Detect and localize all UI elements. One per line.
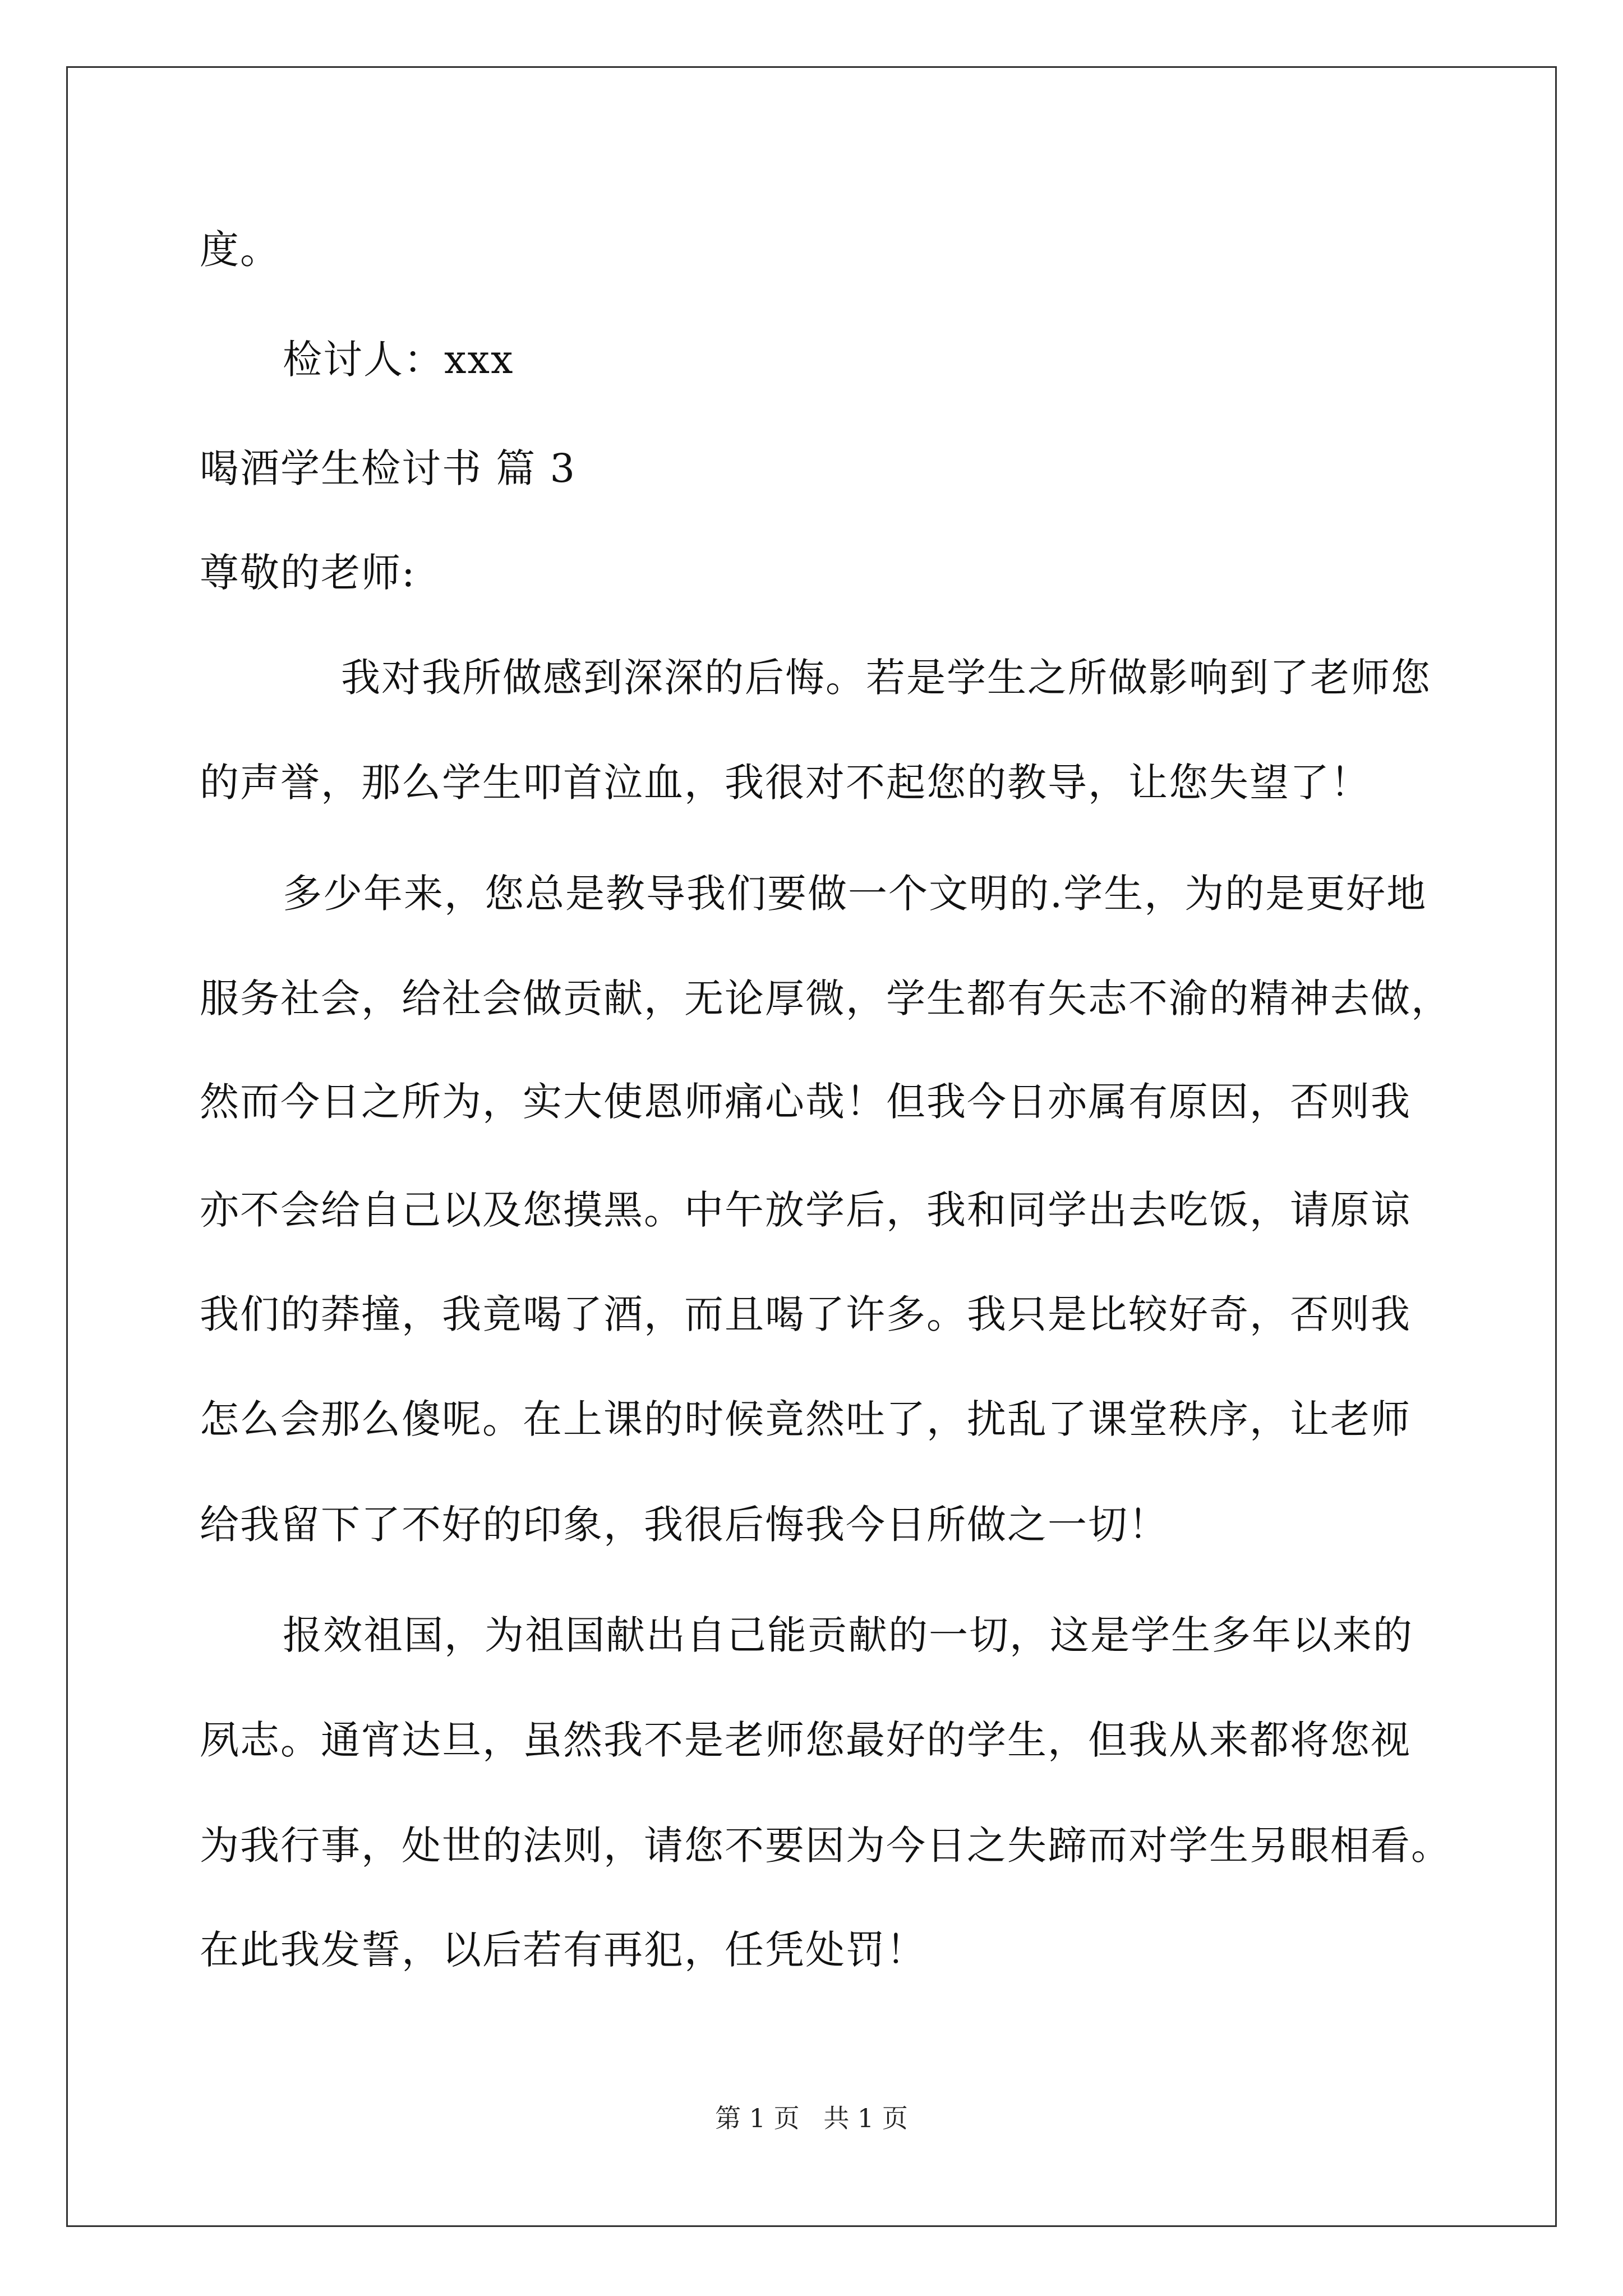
- page-footer: [0, 2101, 1623, 2135]
- paragraph-line: 亦不会给自己以及您摸黑。中午放学后，我和同学出去吃饭，请原谅: [200, 1187, 1411, 1233]
- paragraph-line: 我对我所做感到深深的后悔。若是学生之所做影响到了老师您: [341, 655, 1431, 701]
- paragraph-line: 服务社会，给社会做贡献，无论厚微，学生都有矢志不渝的精神去做，: [200, 976, 1451, 1022]
- paragraph-line: 怎么会那么傻呢。在上课的时候竟然吐了，扰乱了课堂秩序，让老师: [200, 1396, 1411, 1442]
- signature-line: 检讨人：xxx: [283, 337, 514, 383]
- paragraph-line: 的声誉，那么学生叩首泣血，我很对不起您的教导，让您失望了！: [200, 760, 1371, 806]
- page-number: 第 1 页: [715, 2103, 800, 2133]
- text-line: 度。: [200, 227, 280, 273]
- paragraph-line: 在此我发誓，以后若有再犯，任凭处罚！: [200, 1927, 926, 1973]
- paragraph-line: 夙志。通宵达旦，虽然我不是老师您最好的学生，但我从来都将您视: [200, 1717, 1411, 1763]
- paragraph-line: 我们的莽撞，我竟喝了酒，而且喝了许多。我只是比较好奇，否则我: [200, 1291, 1411, 1337]
- paragraph-line: 给我留下了不好的印象，我很后悔我今日所做之一切！: [200, 1502, 1169, 1548]
- section-title: 喝酒学生检讨书 篇 3: [200, 445, 577, 491]
- salutation: 尊敬的老师:: [200, 550, 416, 596]
- paragraph-line: 多少年来，您总是教导我们要做一个文明的.学生，为的是更好地: [283, 871, 1427, 917]
- paragraph-line: 报效祖国，为祖国献出自己能贡献的一切，这是学生多年以来的: [283, 1612, 1413, 1658]
- page-total: 共 1 页: [823, 2103, 908, 2133]
- paragraph-line: 为我行事，处世的法则，请您不要因为今日之失蹄而对学生另眼相看。: [200, 1823, 1451, 1869]
- page-frame: [66, 66, 1557, 2227]
- paragraph-line: 然而今日之所为，实大使恩师痛心哉！但我今日亦属有原因，否则我: [200, 1079, 1411, 1125]
